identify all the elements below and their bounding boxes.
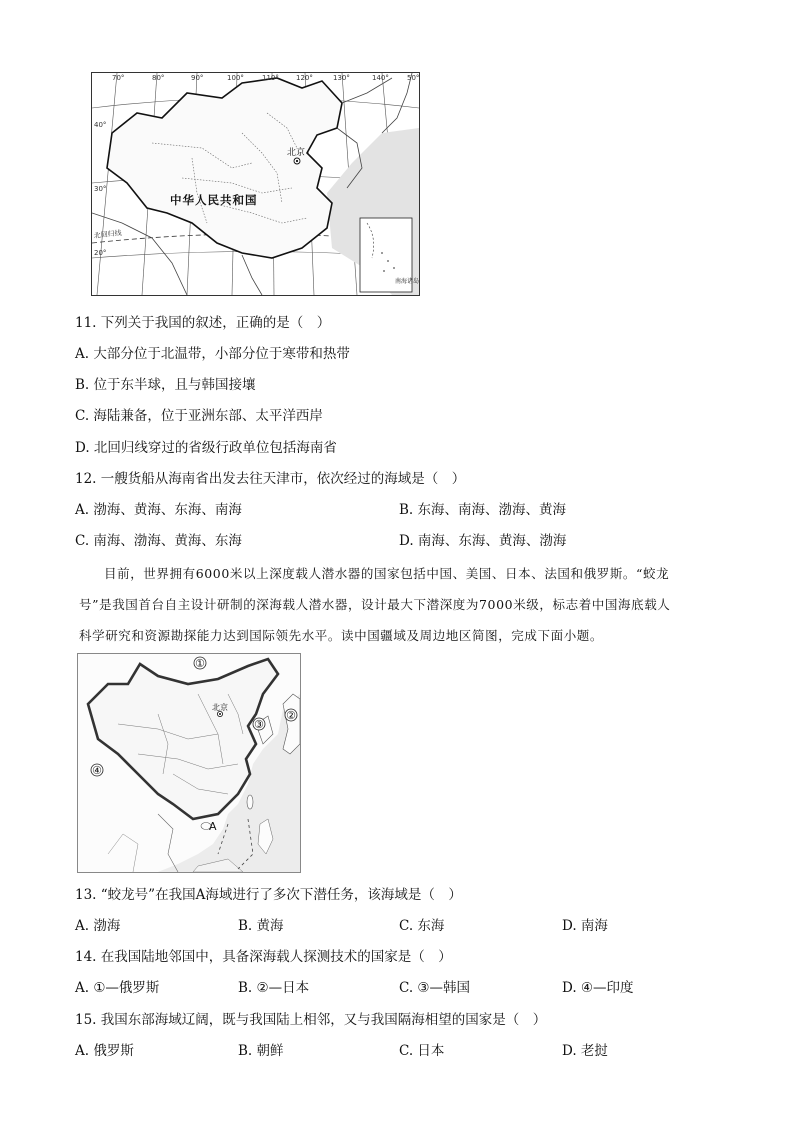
q12-stem: 12. 一艘货船从海南省出发去往天津市，依次经过的海域是（ ）	[75, 471, 466, 487]
sea-a-label: A	[209, 820, 217, 833]
passage-line-3: 科学研究和资源勘探能力达到国际领先水平。读中国疆域及周边地区简图，完成下面小题。	[79, 628, 604, 643]
tropic-label: 北回归线	[93, 229, 123, 240]
china-map-figure	[91, 72, 420, 296]
map-marker-2: ②	[286, 709, 296, 722]
q15-option-b[interactable]: B. 朝鲜	[238, 1043, 284, 1059]
lon-tick: 140°	[372, 74, 389, 82]
q13-option-d[interactable]: D. 南海	[562, 918, 608, 934]
q11-option-b[interactable]: B. 位于东半球，且与韩国接壤	[75, 377, 256, 393]
lat-tick: 20°	[94, 249, 107, 257]
q14-option-d[interactable]: D. ④—印度	[562, 980, 634, 996]
q11-option-c[interactable]: C. 海陆兼备，位于亚洲东部、太平洋西岸	[75, 408, 323, 424]
lat-tick: 30°	[94, 185, 107, 193]
region-map-drawing	[78, 654, 300, 872]
q15-option-a[interactable]: A. 俄罗斯	[75, 1043, 134, 1059]
lon-tick: 120°	[296, 74, 313, 82]
lon-tick: 130°	[333, 74, 350, 82]
capital-label: 北京	[212, 703, 228, 712]
region-map-figure	[77, 653, 301, 873]
passage-line-1: 目前，世界拥有6000米以上深度载人潜水器的国家包括中国、美国、日本、法国和俄罗斯。“蛟龙	[104, 566, 670, 581]
map-marker-4: ④	[92, 764, 102, 777]
q14-option-c[interactable]: C. ③—韩国	[399, 980, 471, 996]
capital-label: 北京	[287, 148, 306, 158]
q11-stem: 11. 下列关于我国的叙述，正确的是（ ）	[75, 315, 331, 331]
q12-option-d[interactable]: D. 南海、东海、黄海、渤海	[399, 533, 567, 549]
inset-label: 南海诸岛	[395, 278, 419, 285]
lon-tick: 80°	[152, 74, 165, 82]
q13-option-c[interactable]: C. 东海	[399, 918, 445, 934]
country-label: 中华人民共和国	[170, 193, 258, 207]
lon-tick: 70°	[112, 74, 125, 82]
lon-tick: 50°	[407, 74, 419, 82]
passage-line-2: 号”是我国首台自主设计研制的深海载人潜水器，设计最大下潜深度为7000米级，标志着中国海底载人	[79, 597, 671, 612]
q15-option-d[interactable]: D. 老挝	[562, 1043, 608, 1059]
q13-stem: 13. “蛟龙号”在我国A海域进行了多次下潜任务，该海域是（ ）	[75, 887, 462, 903]
map-marker-1: ①	[195, 657, 205, 670]
q12-option-a[interactable]: A. 渤海、黄海、东海、南海	[75, 502, 242, 518]
china-map-drawing	[92, 73, 419, 295]
q14-option-b[interactable]: B. ②—日本	[238, 980, 310, 996]
q11-option-a[interactable]: A. 大部分位于北温带，小部分位于寒带和热带	[75, 346, 350, 362]
lat-tick: 40°	[94, 121, 107, 129]
lon-tick: 90°	[191, 74, 204, 82]
q14-option-a[interactable]: A. ①—俄罗斯	[75, 980, 160, 996]
q12-option-b[interactable]: B. 东海、南海、渤海、黄海	[399, 502, 567, 518]
q15-stem: 15. 我国东部海域辽阔，既与我国陆上相邻，又与我国隔海相望的国家是（ ）	[75, 1012, 547, 1028]
q13-option-b[interactable]: B. 黄海	[238, 918, 284, 934]
q15-option-c[interactable]: C. 日本	[399, 1043, 445, 1059]
q14-stem: 14. 在我国陆地邻国中，具备深海载人探测技术的国家是（ ）	[75, 949, 452, 965]
q12-option-c[interactable]: C. 南海、渤海、黄海、东海	[75, 533, 242, 549]
map-marker-3: ③	[254, 718, 264, 731]
q13-option-a[interactable]: A. 渤海	[75, 918, 121, 934]
lon-tick: 110°	[262, 74, 279, 82]
lon-tick: 100°	[227, 74, 244, 82]
q11-option-d[interactable]: D. 北回归线穿过的省级行政单位包括海南省	[75, 440, 337, 456]
